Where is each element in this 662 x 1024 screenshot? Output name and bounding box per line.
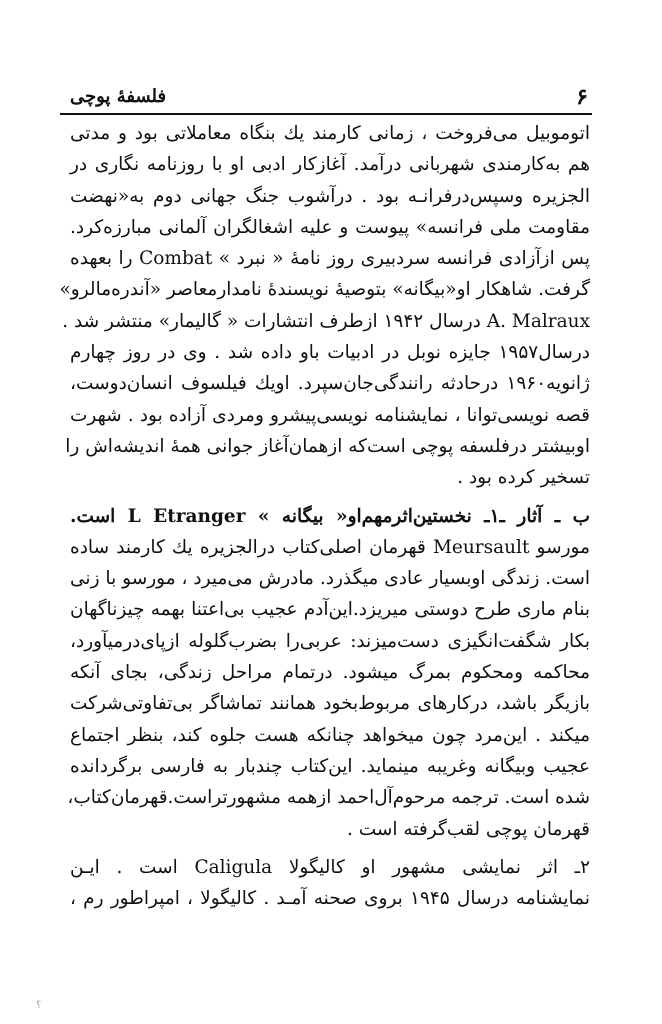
running-header: [62, 84, 590, 110]
text-line: میکند . این‌مرد چون میخواهد چنانکه هست جلوه کند، بنظر اجتماع: [70, 724, 590, 746]
text-line: قهرمان پوچی لقب‌گرفته است .: [346, 818, 590, 840]
text-line: است. زندگی اوبسیار عادی میگذرد. مادرش می‌میرد ، مورسو با زنی: [70, 568, 590, 590]
text-line: مقاومت ملی فرانسه» پیوست و علیه اشغالگران آلمانی مبارزه‌کرد.: [70, 216, 590, 238]
paragraph-works-stranger: [67, 501, 591, 845]
text-line: اوبیشتر درفلسفه پوچی است‌که ازهمان‌آغاز جوانی همهٔ اندیشه‌اش را: [65, 435, 590, 457]
margin-mark: ؟: [36, 1000, 42, 1011]
text-line: عجیب وبیگانه وغریبه مینماید. این‌کتاب چندبار به فارسی برگردانده: [70, 755, 590, 777]
paragraph-biography: [59, 118, 590, 494]
text-line: اتوموبیل می‌فروخت ، زمانی کارمند یك بنگاه معاملاتی بود و مدتی: [70, 123, 590, 144]
text-line: مورسو Meursault قهرمان اصلی‌کتاب درالجزیره یك کارمند ساده: [70, 536, 590, 558]
running-title: فلسفهٔ پوچی: [70, 86, 167, 107]
text-line: A. Malraux درسال ۱۹۴۲ ازطرف انتشارات « گالیمار» منتشر شد .: [62, 310, 590, 332]
text-line: شده است. ترجمه مرحوم‌آل‌احمد ازهمه مشهورتراست.قهرمان‌کتاب،: [67, 787, 590, 809]
header-rule: [60, 113, 592, 115]
text-line: نمایشنامه درسال ۱۹۴۵ بروی صحنه آمـد . کالیگولا ، امپراطور رم ،: [70, 888, 590, 910]
section-heading-line: ب ـ آثار ـ۱ـ نخستین‌اثرمهم‌او« بیگانه » L Etranger است.: [70, 505, 591, 527]
text-line: ۲ـ اثر نمایشی مشهور او کالیگولا Caligula است . ایـن: [70, 856, 591, 878]
text-line: هم به‌کارمندی شهربانی درآمد. آغازکار ادبی او با روزنامه نگاری در: [70, 154, 590, 176]
page-number: ۶: [576, 84, 588, 110]
text-line: بازیگر باشد، درکارهای مربوط‌بخود همانند تماشاگر بی‌تفاوتی‌شرکت: [70, 693, 590, 715]
text-line: بکار شگفت‌انگیزی دست‌میزند: عربی‌را بضرب‌گلوله ازپای‌درمیآورد،: [70, 630, 590, 652]
text-line: بنام ماری طرح دوستی میریزد.این‌آدم عجیب بی‌اعتنا بهمه چیزناگهان: [70, 599, 590, 621]
text-line: گرفت. شاهکار او«بیگانه» بتوصیهٔ نویسندهٔ نامدارمعاصر «آندره‌مالرو»: [59, 279, 590, 301]
body-text: [59, 118, 591, 914]
text-line: ژانویه۱۹۶۰ درحادثه رانندگی‌جان‌سپرد. اویك فیلسوف انسان‌دوست،: [70, 373, 590, 395]
text-line: پس ازآزادی فرانسه سردبیری روز نامهٔ « نبرد » Combat را بعهده: [70, 248, 590, 270]
text-line: قصه نویسی‌توانا ، نمایشنامه نویسی‌پیشرو ومردی آزاده بود . شهرت: [70, 404, 590, 426]
text-line: الجزیره وسپس‌درفرانـه بود . درآشوب جنگ جهانی دوم به«نهضت: [70, 185, 590, 207]
text-line: محاکمه ومحکوم بمرگ میشود. درتمام مراحل زندگی، بجای آنکه: [70, 662, 590, 684]
text-line: درسال۱۹۵۷ جایزه نوبل در ادبیات باو داده شد . وی در روز چهارم: [70, 342, 590, 364]
text-line: تسخیر کرده بود .: [457, 467, 590, 489]
paragraph-works-caligula: [70, 852, 590, 915]
